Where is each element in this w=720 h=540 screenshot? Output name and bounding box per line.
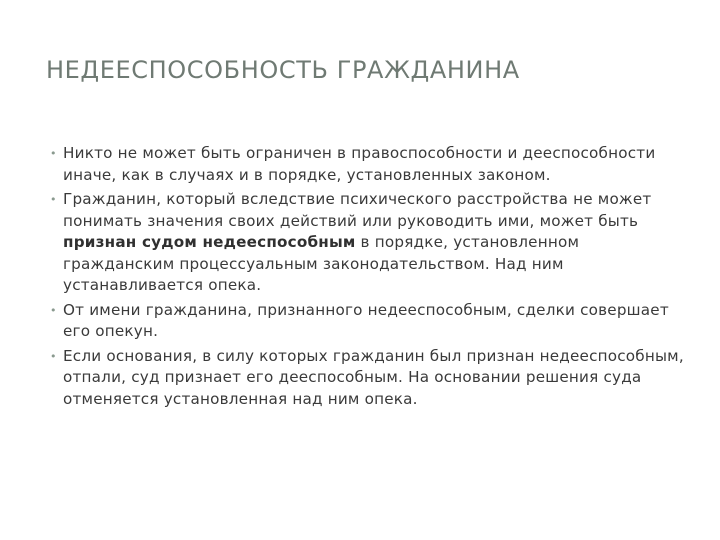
bullet-marker: •	[50, 303, 57, 317]
bullet-marker: •	[50, 147, 57, 160]
bullet-text-bold: признан судом недееспособным	[63, 233, 356, 251]
bullet-item-4	[50, 346, 690, 411]
bullet-item-3	[50, 300, 690, 343]
slide-title: НЕДЕЕСПОСОБНОСТЬ ГРАЖДАНИНА	[46, 56, 520, 84]
bullet-text-before: Гражданин, который вследствие психического расстройства не может понимать значения своих действий или руководить ими, может быть	[63, 190, 652, 230]
bullet-text-after: в порядке, установленном гражданским процессуальным законодательством. Над ним устанавливается опека.	[63, 233, 580, 294]
bullet-marker: •	[50, 349, 57, 363]
bullet-item-2	[50, 189, 690, 297]
bullet-text: Если основания, в силу которых гражданин был признан недееспособным, отпали, суд признает его дееспособным. На основании решения суда отменяется установленная над ним опека.	[63, 346, 684, 408]
bullet-text: От имени гражданина, признанного недееспособным, сделки совершает его опекун.	[63, 300, 669, 340]
bullet-item-1	[50, 143, 690, 186]
bullet-marker: •	[50, 193, 57, 206]
bullet-list	[50, 143, 690, 413]
bullet-text: Никто не может быть ограничен в правоспособности и дееспособности иначе, как в случаях и в порядке, установленных законом.	[63, 144, 656, 184]
